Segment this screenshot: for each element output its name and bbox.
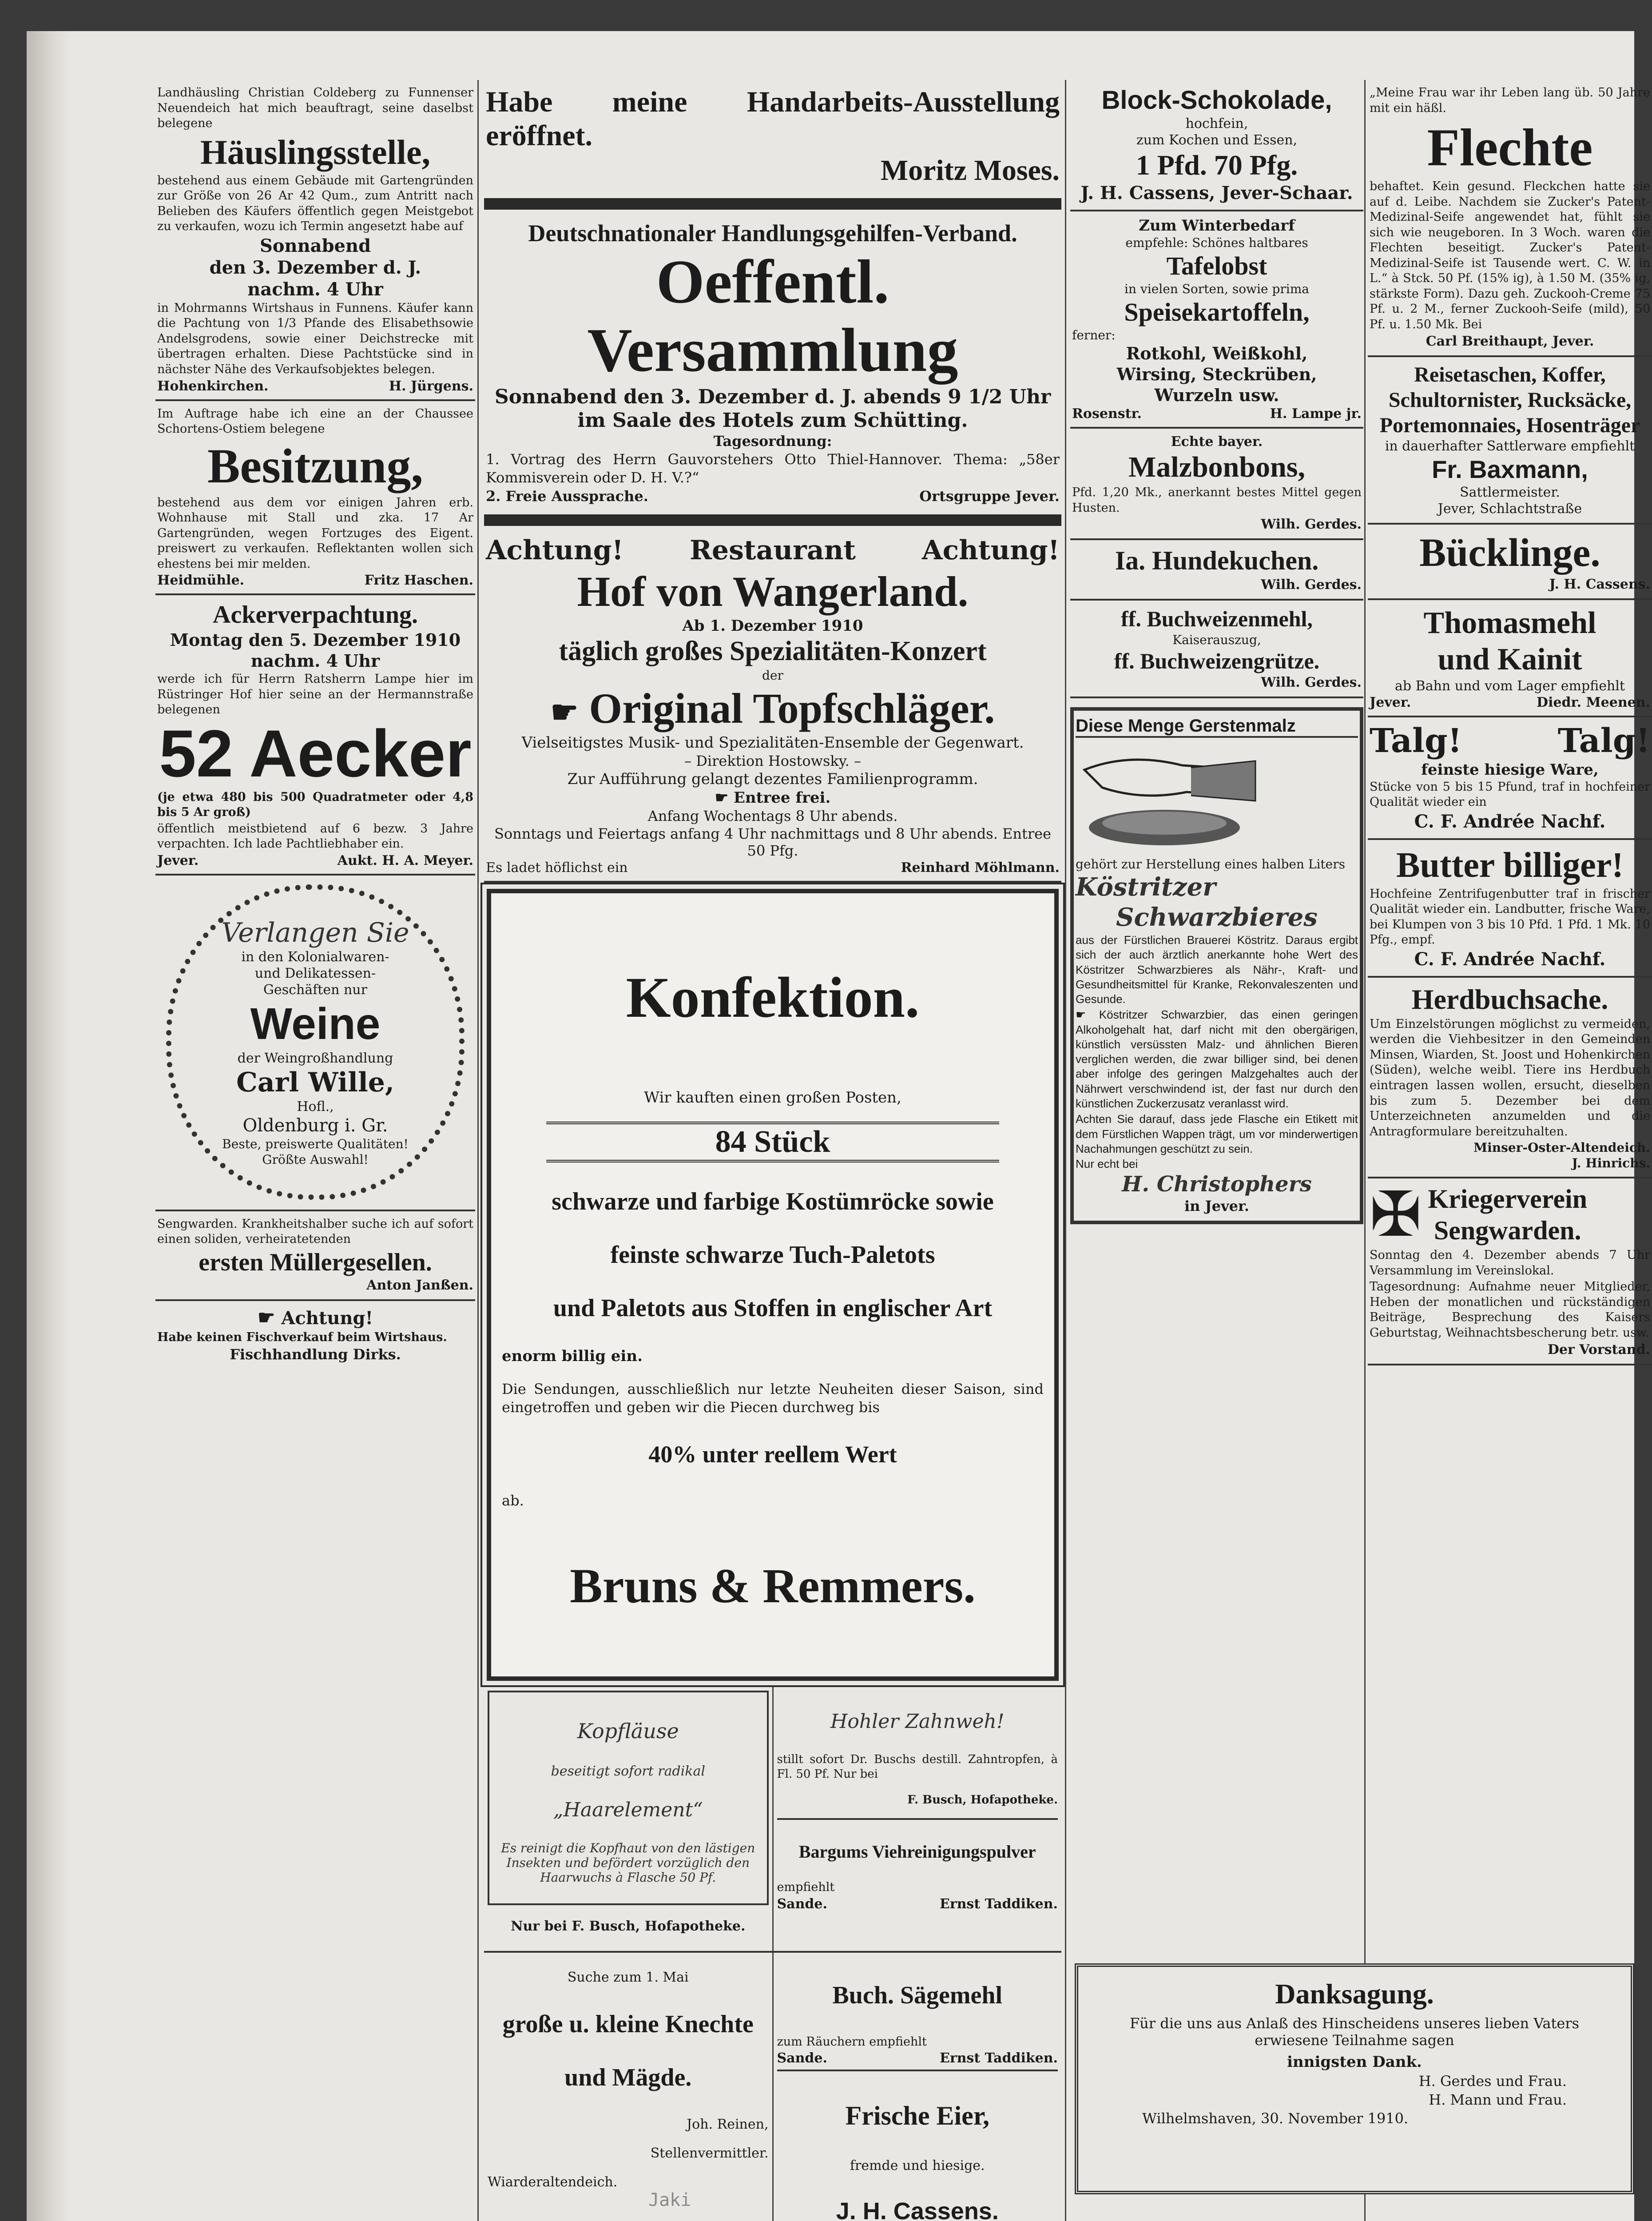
ad-place: Sande.	[777, 1896, 827, 1912]
ad-kopflaeuse	[484, 1687, 773, 1952]
handwritten-text: Es reinigt die Kopfhaut von den lästigen Insekten und befördert vorzüglich den Haarwuchs à Flasche 50 Pf.	[501, 1840, 755, 1885]
ad-signature: Wilh. Gerdes.	[1261, 577, 1362, 593]
ad-buchweizen	[1070, 601, 1363, 698]
ad-discount: 40% unter reellem Wert	[648, 1441, 897, 1468]
ad-place: Hohenkirchen.	[157, 378, 269, 394]
agenda-item: 2. Freie Aussprache.	[486, 487, 648, 505]
ad-text: Beste, preiswerte Qualitäten!	[222, 1136, 409, 1151]
ad-headline: Sengwarden.	[1434, 1216, 1581, 1246]
column-2	[484, 80, 1061, 2221]
ad-saegemehl	[777, 1981, 1058, 2066]
ad-bargum	[777, 1818, 1058, 1912]
ad-text: empfehle: Schönes haltbares	[1125, 235, 1308, 250]
ad-date: den 3. Dezember d. J.	[209, 257, 421, 278]
ad-signature: J. H. Cassens.	[836, 2198, 999, 2221]
ad-headline: Häuslingsstelle,	[200, 132, 430, 171]
ad-text: bestehend aus dem vor einigen Jahren erb. Wohnhause mit Stall und zka. 17 Ar Gartengründen, wegen Fortzuges des Eigent. preiswert zu verkaufen. Reflektanten wollen sich ehestens bei mir melden.	[157, 495, 473, 571]
ad-text: Im Auftrage habe ich eine an der Chaussee Schortens-Ostiem belegene	[157, 406, 473, 436]
ad-signature: Fr. Baxmann,	[1432, 455, 1588, 483]
ad-text: feinste schwarze Tuch-Paletots	[610, 1241, 935, 1269]
ad-signature: Ortsgruppe Jever.	[919, 487, 1060, 505]
ad-headline: 52 Aecker	[159, 716, 472, 791]
ad-headline: Tafelobst	[1166, 251, 1267, 280]
ad-text: Tagesordnung: Aufnahme neuer Mitglieder, Heben der monatlichen und rückständigen Beiträge, Besprechung des Kaisers Geburtstag, Weihnachtsbescherung betr. usw.	[1370, 1280, 1650, 1340]
ad-headline: Reisetaschen, Koffer,	[1414, 362, 1606, 386]
column-3	[1070, 80, 1363, 2221]
ad-headline: Speisekartoffeln,	[1124, 298, 1310, 326]
ad-place: in Jever.	[1184, 1198, 1250, 1215]
ad-versammlung	[484, 214, 1061, 510]
ad-text: Anfang Wochentags 8 Uhr abends.	[647, 807, 898, 824]
ad-place: Jever.	[157, 852, 199, 868]
ad-firm: Carl Wille,	[236, 1067, 394, 1098]
ad-headline: Weine	[250, 999, 381, 1049]
ad-text: der Weingroßhandlung	[237, 1050, 393, 1066]
ad-text: der	[762, 668, 783, 683]
binding-spine	[27, 31, 71, 2221]
ad-text: Vielseitigstes Musik- und Spezialitäten-Ensemble der Gegenwart.	[521, 733, 1024, 752]
ad-place: im Saale des Hotels zum Schütting.	[577, 409, 968, 432]
ad-text: schwarze und farbige Kostümröcke sowie	[552, 1187, 994, 1215]
ad-signature: Der Vorstand.	[1547, 1341, 1650, 1357]
ad-text: ab.	[502, 1492, 524, 1509]
ad-firm: Bruns & Remmers.	[570, 1558, 976, 1613]
margin-scribble: Jaki	[648, 2190, 691, 2210]
ad-zahntropfen	[773, 1687, 1061, 1952]
ad-haeuslingsstelle	[155, 80, 475, 401]
ad-text: und Delikatessen-	[254, 965, 376, 981]
ad-text: Pfd. 1,20 Mk., anerkannt bestes Mittel gegen Husten.	[1072, 486, 1362, 515]
iron-cross-icon: ✠	[1370, 1178, 1422, 1251]
ad-place: Heidmühle.	[157, 573, 245, 589]
pointing-hand-icon: ☛	[257, 1306, 275, 1329]
pointing-hand-icon: ☛	[550, 695, 579, 730]
ad-text: (je etwa 480 bis 500 Quadratmeter oder 4,8 bis 5 Ar groß)	[157, 790, 473, 820]
ad-knechte	[484, 1952, 773, 2221]
ad-text: Restaurant	[690, 534, 856, 566]
ad-text: Wir kauften einen großen Posten,	[644, 1088, 901, 1107]
ad-headline: Flechte	[1427, 118, 1593, 177]
ad-signature: Aukt. H. A. Meyer.	[337, 852, 473, 868]
ad-text: „Meine Frau war ihr Leben lang üb. 50 Jahre mit ein häßl.	[1370, 86, 1650, 115]
handwritten-headline: „Haarelement“	[553, 1798, 703, 1821]
column-rule	[1364, 80, 1366, 2221]
ad-text: aus der Fürstlichen Brauerei Köstritz. Daraus ergibt sich der auch ärztlich anerkannte hohe Wert des Köstritzer Schwarzbieres als Nähr-, Kraft- und Gesundheitsmittel für Kranke, Rekonvaleszenten und Gesunde.	[1076, 933, 1358, 1006]
ad-headline: Herdbuchsache.	[1411, 983, 1608, 1015]
ad-headline: Hof von Wangerland.	[577, 567, 969, 615]
ad-place: Minser-Oster-Altendeich.	[1473, 1140, 1650, 1155]
column-1	[155, 80, 475, 2221]
ad-signature: J. H. Cassens, Jever-Schaar.	[1080, 183, 1353, 203]
handwritten-headline: Hohler Zahnweh!	[830, 1710, 1005, 1733]
ad-headline: und Mägde.	[564, 2063, 692, 2091]
ad-text: Stellenvermittler.	[650, 2145, 769, 2161]
ad-text: Wirsing, Steckrüben,	[1116, 364, 1317, 384]
ad-talg	[1368, 717, 1652, 840]
ad-herdbuch	[1368, 978, 1652, 1178]
ad-text: Habe keinen Fischverkauf beim Wirtshaus.	[157, 1330, 447, 1344]
column-4	[1368, 80, 1652, 2221]
ad-text: öffentlich meistbietend auf 6 bezw. 3 Jahre verpachten. Ich lade Pachtliebhaber ein.	[157, 821, 473, 851]
ad-signature: H. Christophers	[1122, 1172, 1312, 1197]
ad-headline: Thomasmehl	[1423, 605, 1596, 640]
ad-text: enorm billig ein.	[502, 1347, 643, 1365]
ad-kriegerverein	[1368, 1178, 1652, 1365]
ad-text: Rotkohl, Weißkohl,	[1126, 343, 1308, 363]
ad-blockschokolade	[1070, 80, 1363, 211]
newspaper-page	[27, 31, 1650, 2221]
ad-headline: Portemonnaies, Hosenträger	[1379, 413, 1640, 437]
ad-text: ab Bahn und vom Lager empfiehlt	[1395, 678, 1625, 694]
ad-count: 84 Stück	[546, 1122, 999, 1162]
ad-place: Rosenstr.	[1072, 406, 1142, 422]
ad-headline: Butter billiger!	[1396, 845, 1624, 885]
ad-signature: H. Gerdes und Frau.	[1418, 2073, 1567, 2090]
ad-konfektion	[487, 889, 1059, 1681]
ad-org: Deutschnationaler Handlungsgehilfen-Verband.	[528, 220, 1017, 247]
ad-headline: große u. kleine Knechte	[502, 2010, 754, 2038]
ad-text: gehört zur Herstellung eines halben Liters	[1076, 857, 1345, 872]
ad-text: Sonntags und Feiertags anfang 4 Uhr nachmittags und 8 Uhr abends. Entree 50 Pfg.	[494, 825, 1052, 859]
ad-muellergeselle	[155, 1210, 475, 1301]
ad-signature: J. H. Cassens.	[1549, 576, 1650, 592]
ad-headline: Oeffentl. Versammlung	[587, 247, 958, 385]
ad-signature: Ernst Taddiken.	[939, 2050, 1058, 2066]
ad-signature: Fritz Haschen.	[364, 573, 473, 589]
ad-ackerverpachtung	[155, 595, 475, 875]
ad-text: Geschäften nur	[263, 982, 367, 998]
ad-date: Ab 1. Dezember 1910	[682, 617, 863, 635]
ad-place: Wilhelmshaven, 30. November 1910.	[1142, 2110, 1409, 2127]
ad-headline: Talg!	[1370, 721, 1462, 760]
ad-text: bestehend aus einem Gebäude mit Gartengründen zur Größe von 26 Ar 42 Qum., zum Antritt nach Belieben des Käufers öffentlich gegen Meistgebot zu verkaufen, wozu ich Termin angesetzt habe auf	[157, 173, 473, 234]
ad-place: Sande.	[777, 2050, 827, 2066]
ad-text: Achtung!	[922, 534, 1060, 566]
ad-text: Stücke von 5 bis 15 Pfund, traf in hochfeiner Qualität wieder ein	[1370, 780, 1650, 809]
ad-text: Es ladet höflichst ein	[486, 860, 628, 876]
ad-signature: J. Hinrichs.	[1572, 1156, 1650, 1171]
ad-hundekuchen	[1070, 540, 1363, 601]
ad-headline: Habe meine Handarbeits-Ausstellung eröffnet.	[486, 86, 1060, 152]
ad-signature: Joh. Reinen,	[687, 2116, 769, 2132]
ad-headline: Danksagung.	[1275, 1978, 1434, 2010]
hand-with-malt-illustration	[1076, 743, 1262, 850]
column-rule	[477, 80, 479, 2221]
ad-text: Köstritzer Schwarzbier, das einen geringen Alkoholgehalt hat, darf nicht mit den obergärigen, künstlich versüssten Malz- und ähnlichen Bieren verglichen werden, die zwar billiger sind, bei denen aber infolge des geringen Malzgehaltes auch der Nährwert verschwindend ist, der fast nur durch den künstlichen Zuckerzusatz veranlasst wird.	[1076, 1008, 1358, 1110]
ad-text: Sengwarden. Krankheitshalber suche ich auf sofort einen soliden, verheiratetenden	[157, 1217, 473, 1246]
ad-headline: Verlangen Sie	[221, 917, 409, 948]
ad-date: nachm. 4 Uhr	[250, 651, 380, 671]
ad-text: empfiehlt	[777, 1880, 835, 1895]
ad-headline: ff. Buchweizengrütze.	[1114, 649, 1320, 674]
ad-text: – Direktion Hostowsky. –	[684, 752, 861, 769]
ad-place: Wiarderaltendeich.	[488, 2174, 618, 2190]
ad-signature: H. Lampe jr.	[1270, 406, 1362, 422]
ad-signature: Reinhard Möhlmann.	[901, 860, 1060, 876]
ad-text: Suche zum 1. Mai	[567, 1969, 689, 1985]
ad-text: zum Kochen und Essen,	[1136, 132, 1298, 148]
ad-signature: Diedr. Meenen.	[1537, 694, 1650, 710]
ad-text: in Mohrmanns Wirtshaus in Funnens. Käufer kann die Pachtung von 1/3 Pfande des Elisabethsowie Andelsgrodens, sowie einer Deichstrecke mit übertragen erhalten. Diese Pachtstücke sind in nächster Nähe des Verkaufsobjektes belegen.	[157, 301, 473, 377]
ad-text: Wurzeln usw.	[1154, 385, 1279, 405]
ad-text: und Paletots aus Stoffen in englischer Art	[553, 1294, 993, 1322]
ad-text: Zum Winterbedarf	[1139, 217, 1295, 235]
ad-text: hochfein,	[1185, 116, 1248, 131]
ad-fischverkauf	[155, 1301, 475, 1369]
ad-text: Die Sendungen, ausschließlich nur letzte Neuheiten dieser Saison, sind eingetroffen und geben wir die Piecen durchweg bis	[502, 1380, 1044, 1416]
ad-text: behaftet. Kein gesund. Fleckchen hatte sie auf d. Leibe. Nachdem sie Zucker's Patent-Medizinal-Seife angewendet hat, fühlt sie sich wie neugeboren. In 3 Woch. waren die Flechten beseitigt. Zucker's Patent-Medizinal-Seife ist Tausende wert. C. W. in L.“ à Stck. 50 Pf. (15% ig), à 1.50 M. (35% ig, stärkste Form). Dazu geh. Zuckooh-Creme 75 Pf. u. 2 M., ferner Zuckooh-Seife (mild), 50 Pf. u. 1.50 Mk. Bei	[1370, 179, 1650, 332]
column-rule	[1065, 80, 1066, 2221]
ad-text: Achten Sie darauf, dass jede Flasche ein Etikett mit dem Fürstlichen Wappen trägt, um vor minderwertigen Nachahmungen geschützt zu sein.	[1076, 1112, 1358, 1155]
ad-headline: Ackerverpachtung.	[213, 601, 418, 629]
ad-butter	[1368, 840, 1652, 978]
ad-headline: Schwarzbieres	[1116, 903, 1318, 932]
agenda-item: 1. Vortrag des Herrn Gauvorstehers Otto Thiel-Hannover. Thema: „58er Kommisverein oder D. H. V.?“	[486, 451, 1060, 486]
ad-text: täglich großes Spezialitäten-Konzert	[559, 636, 987, 666]
ad-signature: F. Busch, Hofapotheke.	[907, 1793, 1058, 1807]
ad-text: Oldenburg i. Gr.	[242, 1115, 388, 1136]
ad-koestritzer	[1070, 707, 1363, 1224]
pointing-hand-icon: ☛	[1076, 1008, 1086, 1022]
ad-headline: Besitzung,	[207, 438, 423, 493]
ad-headline: Bargums Viehreinigungspulver	[798, 1842, 1036, 1862]
ad-winterbedarf	[1070, 211, 1363, 429]
ad-eier	[777, 2070, 1058, 2221]
ad-text: Landhäusling Christian Coldeberg zu Funnenser Neuendeich hat mich beauftragt, seine daselbst belegene	[157, 86, 473, 131]
ad-headline: ersten Müllergesellen.	[199, 1248, 432, 1276]
handwritten-headline: Kopfläuse	[577, 1719, 679, 1743]
ad-text: werde ich für Herrn Ratsherrn Lampe hier im Rüstringer Hof hier seine an der Hermannstraße belegenen	[157, 672, 473, 717]
ad-text: Zur Aufführung gelangt dezentes Familienprogramm.	[567, 770, 978, 788]
ad-hof-wangerland	[484, 530, 1061, 883]
ad-headline: Block-Schokolade,	[1101, 86, 1332, 115]
ad-headline: Talg!	[1557, 721, 1650, 760]
ad-text: Hochfeine Zentrifugenbutter traf in frischer Qualität wieder ein. Landbutter, frische Ware, bei Klumpen von 3 bis 10 Pfd. 1 Pfd. 1 Mk. 10 Pfg., empf.	[1370, 887, 1650, 947]
ad-date: Sonnabend	[259, 235, 371, 256]
ad-text: Sonntag den 4. Dezember abends 7 Uhr Versammlung im Vereinslokal.	[1370, 1248, 1650, 1278]
ad-weine	[155, 876, 475, 1210]
ad-signature: Nur bei F. Busch, Hofapotheke.	[511, 1918, 746, 1934]
ad-text: zum Räuchern empfiehlt	[777, 2034, 927, 2049]
ad-buecklinge	[1368, 525, 1652, 600]
rule-bar	[484, 198, 1061, 210]
ad-headline: Schultornister, Rucksäcke,	[1388, 388, 1632, 412]
ad-moses	[484, 80, 1061, 194]
ad-signature: Anton Janßen.	[366, 1277, 473, 1293]
ad-text: Kaiserauszug,	[1172, 633, 1261, 648]
ad-signature: C. F. Andrée Nachf.	[1414, 948, 1606, 970]
ornamental-oval-frame	[166, 884, 465, 1200]
ad-signature: Wilh. Gerdes.	[1261, 675, 1362, 691]
ad-text: Nur echt bei	[1076, 1157, 1138, 1171]
ad-headline: Ia. Hundekuchen.	[1115, 546, 1319, 576]
ad-besitzung	[155, 401, 475, 596]
ad-headline: Buch. Sägemehl	[832, 1981, 1003, 2009]
ad-text: innigsten Dank.	[1287, 2053, 1422, 2071]
ad-flechte	[1368, 80, 1652, 357]
handwritten-text: beseitigt sofort radikal	[551, 1763, 705, 1779]
ad-text: Sattlermeister.	[1460, 484, 1560, 500]
ad-text: Entree frei.	[734, 788, 831, 807]
ad-headline: Malzbonbons,	[1128, 451, 1305, 483]
ad-signature: H. Mann und Frau.	[1429, 2091, 1567, 2108]
ad-text: feinste hiesige Ware,	[1421, 760, 1599, 779]
ad-danksagung	[1075, 1963, 1634, 2194]
ad-date: nachm. 4 Uhr	[247, 279, 383, 300]
ad-signature: Moritz Moses.	[880, 154, 1060, 187]
ad-signature: Carl Breithaupt, Jever.	[1426, 333, 1594, 349]
pointing-hand-icon: ☛	[715, 788, 729, 807]
ad-text: Echte bayer.	[1171, 434, 1263, 450]
ad-signature: Ernst Taddiken.	[939, 1896, 1058, 1912]
ad-baxmann	[1368, 357, 1652, 525]
ad-place: Jever, Schlachtstraße	[1438, 501, 1582, 517]
ad-headline: Frische Eier,	[845, 2101, 989, 2131]
ad-text: Hofl.,	[297, 1099, 334, 1114]
ad-place: Jever.	[1370, 694, 1411, 710]
agenda-title: Tagesordnung:	[713, 433, 832, 450]
ad-text: Größte Auswahl!	[262, 1152, 369, 1167]
ad-headline: Kriegerverein	[1428, 1184, 1588, 1214]
ad-date: Sonnabend den 3. Dezember d. J. abends 9 1/2 Uhr	[494, 386, 1051, 408]
ad-headline: Original Topfschläger.	[589, 684, 995, 732]
ad-price: 1 Pfd. 70 Pfg.	[1136, 149, 1298, 181]
ad-text: Achtung!	[486, 534, 623, 566]
rule-bar	[484, 514, 1061, 526]
ad-date: Montag den 5. Dezember 1910	[170, 630, 461, 650]
ad-headline: Köstritzer	[1076, 872, 1216, 902]
ad-headline: Achtung!	[281, 1307, 373, 1329]
ad-headline: Bücklinge.	[1419, 530, 1600, 575]
ad-text: Um Einzelstörungen möglichst zu vermeiden, werden die Viehbesitzer in den Gemeinden Minsen, Wiarden, St. Joost und Hohenkirchen (Süden), welche weibl. Tiere ins Herdbuch eintragen lassen wollen, ersucht, dieselben bis zum 5. Dezember bei dem Unterzeichneten anzumelden und die Antragformulare bereitzuhalten.	[1370, 1017, 1650, 1138]
small-ads-grid	[484, 1687, 1061, 2221]
ad-text: in den Kolonialwaren-	[241, 949, 389, 965]
ad-signature: Wilh. Gerdes.	[1261, 517, 1362, 533]
ad-thomasmehl	[1368, 600, 1652, 717]
ad-signature: C. F. Andrée Nachf.	[1414, 811, 1606, 832]
ad-signature: Fischhandlung Dirks.	[230, 1346, 401, 1363]
ad-text: in dauerhafter Sattlerware empfiehlt	[1385, 438, 1635, 454]
ad-text: Für die uns aus Anlaß des Hinscheidens unseres lieben Vaters erwiesene Teilnahme sagen	[1129, 2015, 1580, 2049]
ad-headline: ff. Buchweizenmehl,	[1121, 606, 1313, 632]
ad-headline: Konfektion.	[626, 965, 920, 1030]
ad-headline: Diese Menge Gerstenmalz	[1076, 716, 1358, 738]
ad-text: ferner:	[1072, 328, 1116, 342]
ad-headline: und Kainit	[1438, 642, 1582, 677]
ad-text: in vielen Sorten, sowie prima	[1124, 282, 1309, 296]
ad-text: fremde und hiesige.	[850, 2158, 985, 2174]
ad-malzbonbons	[1070, 429, 1363, 540]
ad-signature: H. Jürgens.	[389, 378, 473, 394]
ad-text: stillt sofort Dr. Buschs destill. Zahntropfen, à Fl. 50 Pf. Nur bei	[777, 1752, 1058, 1781]
